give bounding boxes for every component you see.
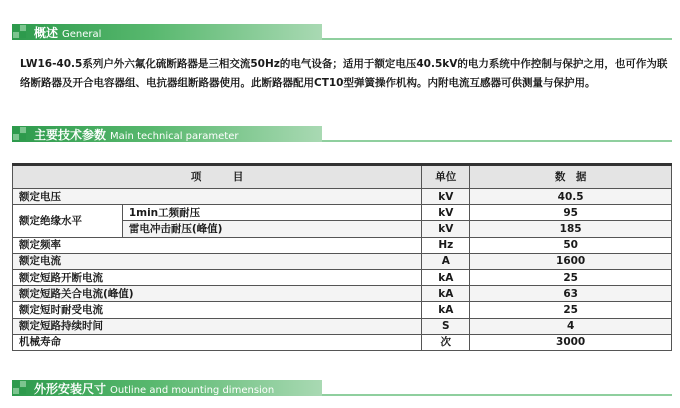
section-title-en: General [62,29,102,40]
section-title [34,24,101,40]
table-row [13,269,672,285]
section-title-cn: 主要技术参数 [34,128,107,142]
row-unit: A [422,253,470,269]
table-row [13,334,672,350]
section-title [34,126,238,142]
row-unit: kV [422,221,470,237]
row-item: 额定绝缘水平 [13,205,123,237]
table-row [13,318,672,334]
table-row [13,302,672,318]
row-unit: kA [422,302,470,318]
row-subitem: 1min工频耐压 [122,205,422,221]
row-item: 额定电压 [13,189,422,205]
table-row [13,253,672,269]
row-item: 机械寿命 [13,334,422,350]
row-item: 额定短时耐受电流 [13,302,422,318]
header-unit: 单位 [422,165,470,189]
row-unit: 次 [422,334,470,350]
row-item: 额定频率 [13,237,422,253]
section-header-general [12,22,672,40]
row-unit: kV [422,189,470,205]
row-item: 额定电流 [13,253,422,269]
section-divider [322,126,672,142]
row-value: 50 [470,237,672,253]
row-unit: Hz [422,237,470,253]
header-item: 项 目 [13,165,422,189]
section-title-cn: 概述 [34,26,59,40]
row-unit: S [422,318,470,334]
row-value: 185 [470,221,672,237]
section-divider [322,380,672,396]
section-title-cn: 外形安装尺寸 [34,382,107,396]
parameter-table [12,163,672,351]
row-value: 63 [470,286,672,302]
table-row [13,189,672,205]
row-value: 3000 [470,334,672,350]
section-title-en: Main technical parameter [110,131,239,142]
gear-icon [12,22,34,42]
gear-icon [12,124,34,144]
row-value: 25 [470,269,672,285]
row-item: 额定短路关合电流(峰值) [13,286,422,302]
section-divider [322,24,672,40]
row-value: 25 [470,302,672,318]
section-title [34,380,274,396]
section-header-outline [12,378,672,396]
row-value: 95 [470,205,672,221]
header-data: 数 据 [470,165,672,189]
row-unit: kA [422,269,470,285]
row-unit: kA [422,286,470,302]
table-header-row [13,165,672,189]
intro-paragraph: LW16-40.5系列户外六氟化硫断路器是三相交流50Hz的电气设备；适用于额定电压40.5kV的电力系统中作控制与保护之用，也可作为联络断路器及开合电容器组、电抗器组断路器使用。此断路器配用CT10型弹簧操作机构。内附电流互感器可供测量与保护用。 [20,58,668,89]
row-item: 额定短路开断电流 [13,269,422,285]
row-value: 4 [470,318,672,334]
section-header-technical [12,124,672,142]
table-row [13,237,672,253]
row-value: 1600 [470,253,672,269]
row-subitem: 雷电冲击耐压(峰值) [122,221,422,237]
table-row [13,286,672,302]
section-title-en: Outline and mounting dimension [110,385,275,396]
row-value: 40.5 [470,189,672,205]
row-unit: kV [422,205,470,221]
table-row [13,205,672,221]
gear-icon [12,378,34,398]
row-item: 额定短路持续时间 [13,318,422,334]
